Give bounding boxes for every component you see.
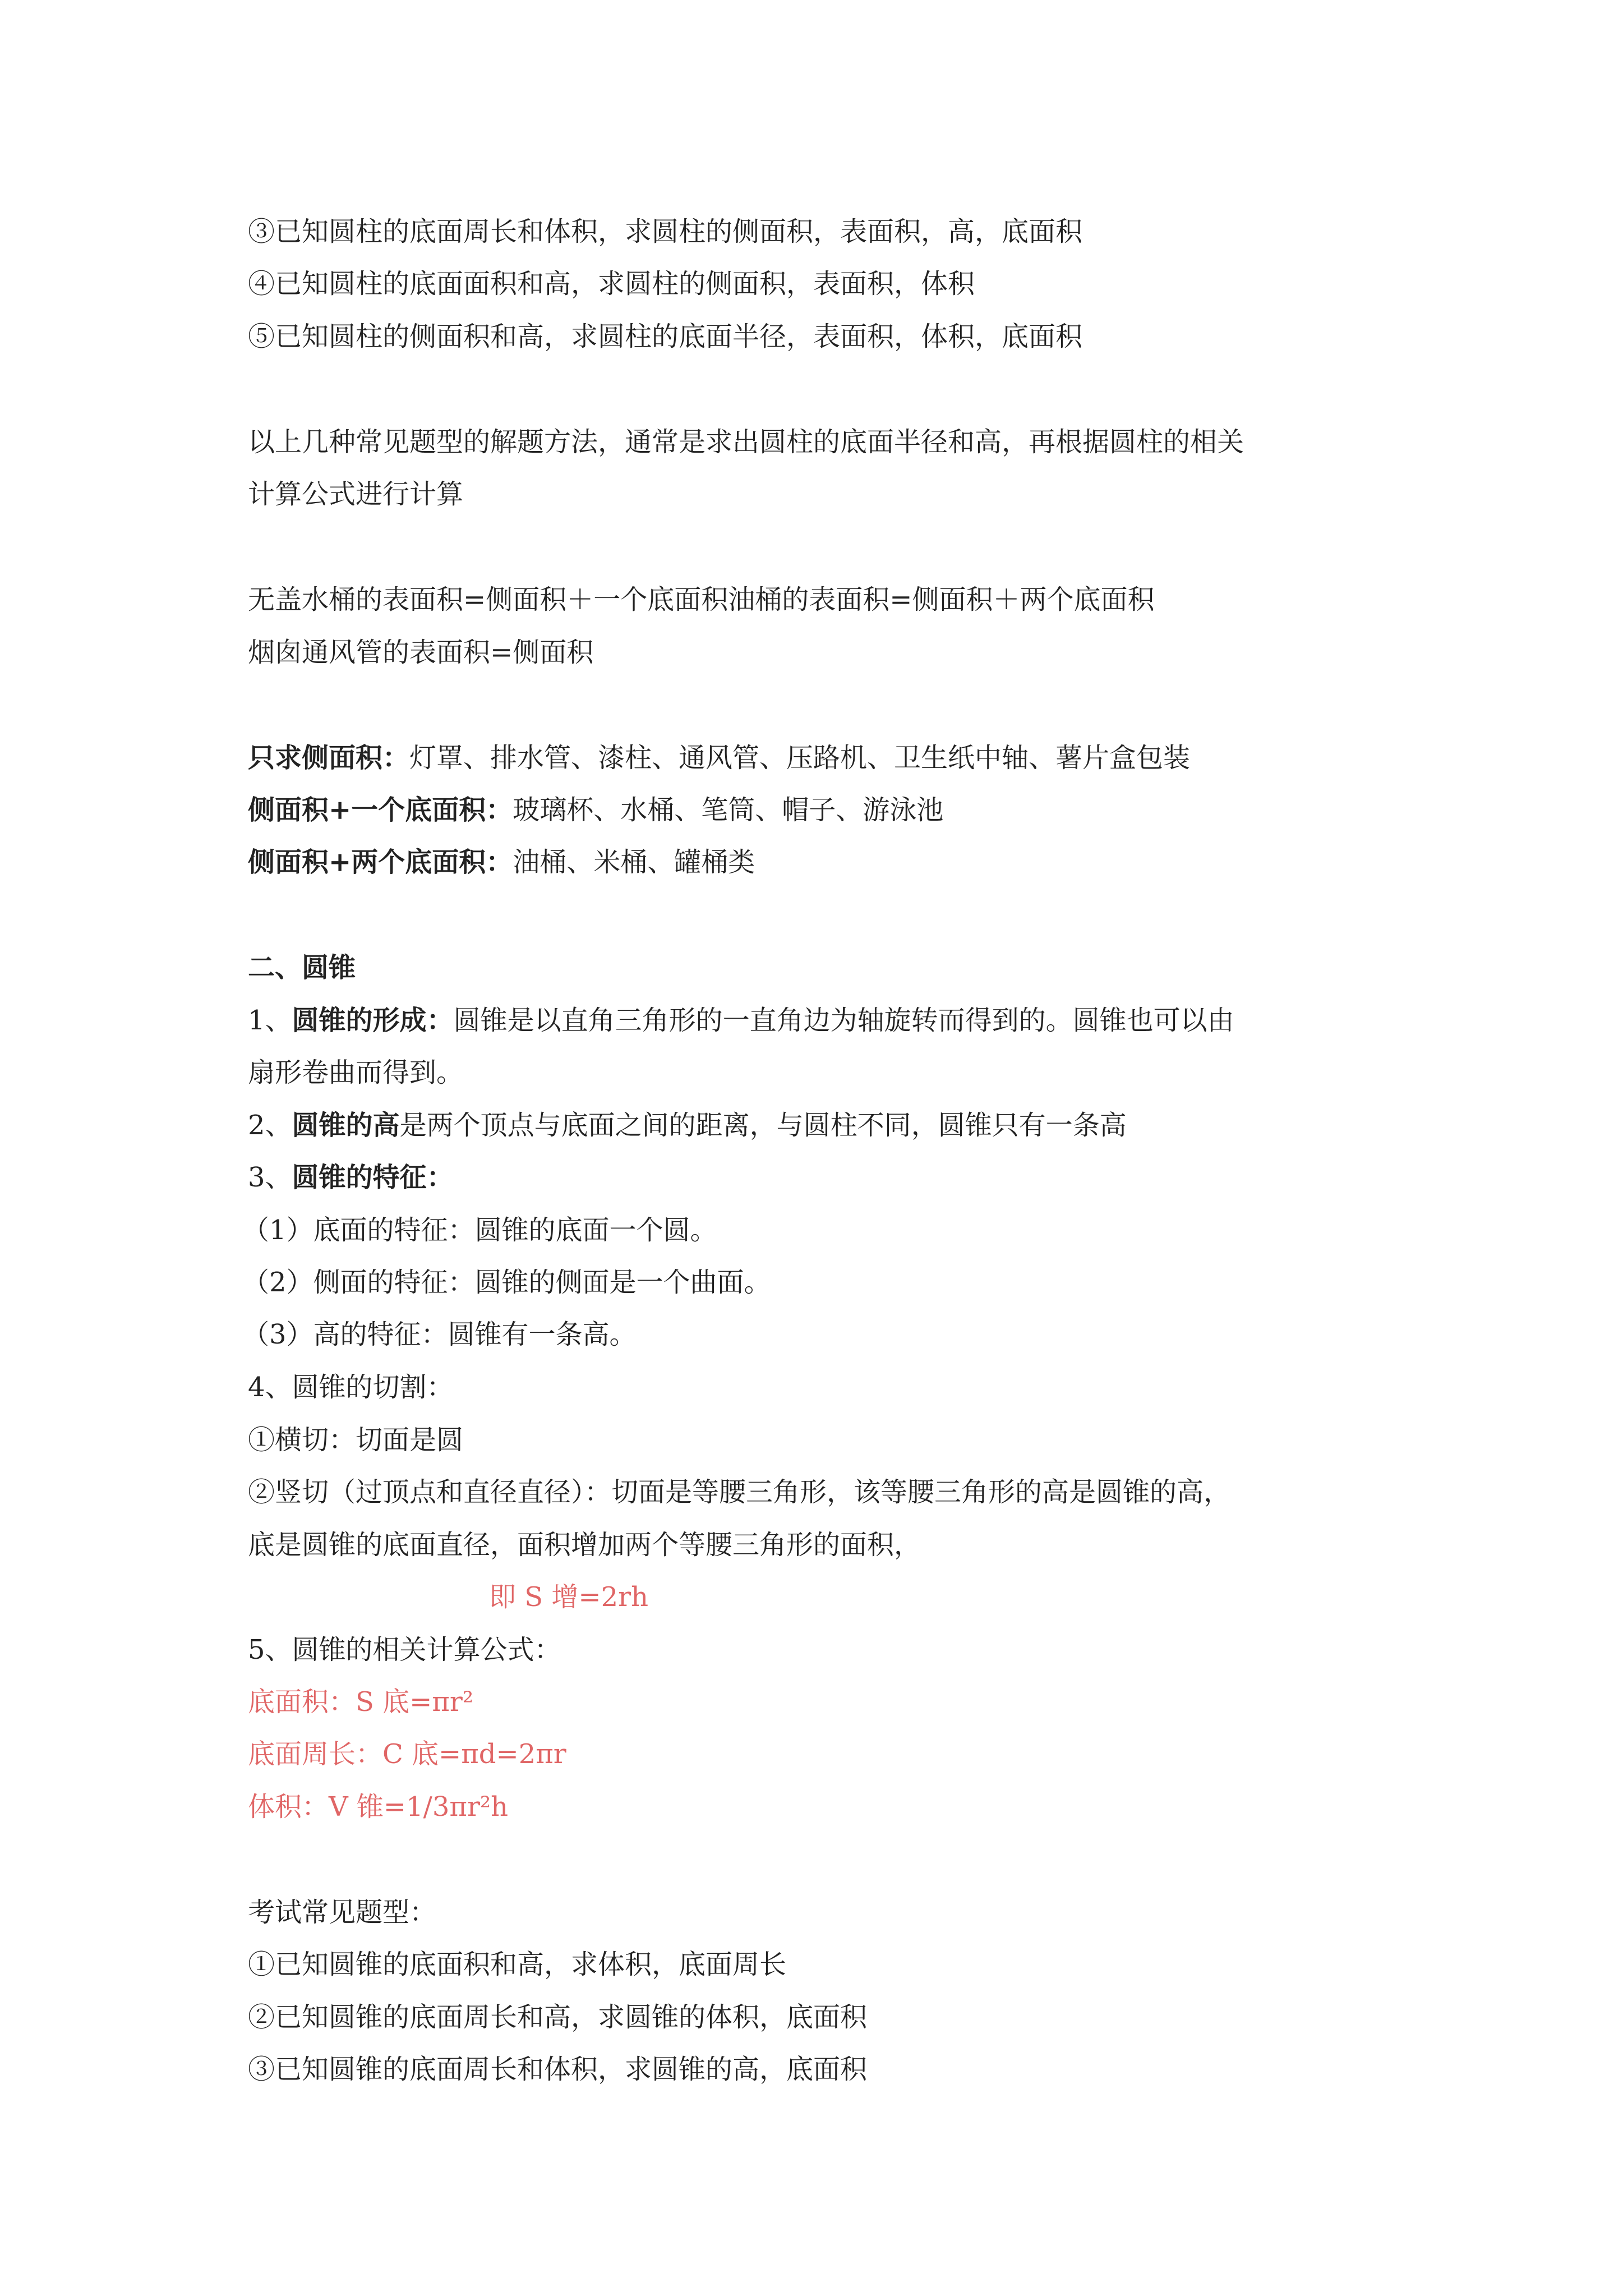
category-items: 灯罩、排水管、漆柱、通风管、压路机、卫生纸中轴、薯片盒包装: [409, 742, 1191, 774]
cone-features-label: 圆锥的特征：: [292, 1162, 454, 1193]
section-heading-cone: 二、圆锥: [248, 952, 356, 983]
cone-feature-lateral: （2）侧面的特征：圆锥的侧面是一个曲面。: [242, 1267, 771, 1298]
cone-height: [248, 1108, 1127, 1142]
cone-formula-base-perimeter: 底面周长：C 底=πd=2πr: [248, 1738, 566, 1770]
cylinder-question-5: ⑤已知圆柱的侧面积和高，求圆柱的底面半径，表面积，体积，底面积: [248, 321, 1083, 352]
exam-question-1: ①已知圆锥的底面积和高，求体积，底面周长: [248, 1949, 787, 1980]
category-lateral-only: [248, 741, 1190, 775]
category-label: 侧面积+两个底面积：: [248, 846, 513, 878]
method-line-1: 以上几种常见题型的解题方法，通常是求出圆柱的底面半径和高，再根据圆柱的相关: [248, 426, 1244, 458]
exam-question-3: ③已知圆锥的底面周长和体积，求圆锥的高，底面积: [248, 2054, 868, 2085]
category-label: 只求侧面积：: [248, 742, 410, 774]
cone-cutting-vertical-1: ②竖切（过顶点和直径直径）：切面是等腰三角形，该等腰三角形的高是圆锥的高，: [248, 1476, 1231, 1508]
item-number: 1、: [248, 1005, 292, 1036]
surface-line-1: 无盖水桶的表面积=侧面积＋一个底面积油桶的表面积=侧面积＋两个底面积: [248, 584, 1155, 615]
category-items: 玻璃杯、水桶、笔筒、帽子、游泳池: [513, 794, 944, 826]
cone-cutting-formula: 即 S 增=2rh: [489, 1581, 649, 1613]
cone-formation-text: 圆锥是以直角三角形的一直角边为轴旋转而得到的。圆锥也可以由: [453, 1005, 1234, 1036]
item-number: 2、: [248, 1110, 292, 1141]
cylinder-question-3: ③已知圆柱的底面周长和体积，求圆柱的侧面积，表面积，高，底面积: [248, 216, 1083, 247]
exam-questions-title: 考试常见题型：: [248, 1897, 437, 1928]
cone-cutting-vertical-2: 底是圆锥的底面直径，面积增加两个等腰三角形的面积，: [248, 1529, 921, 1561]
cone-height-label: 圆锥的高: [292, 1110, 400, 1141]
category-lateral-one-base: [248, 793, 943, 827]
cone-formula-base-area: 底面积：S 底=πr²: [248, 1686, 474, 1718]
cone-feature-height: （3）高的特征：圆锥有一条高。: [242, 1319, 637, 1350]
cone-formula-volume: 体积：V 锥=1/3πr²h: [248, 1791, 509, 1823]
method-line-2: 计算公式进行计算: [248, 478, 464, 510]
category-label: 侧面积+一个底面积：: [248, 794, 513, 826]
cone-formulas-title: 5、圆锥的相关计算公式：: [248, 1634, 561, 1665]
category-lateral-two-bases: [248, 845, 755, 879]
cone-formation-continued: 扇形卷曲而得到。: [248, 1057, 464, 1088]
category-items: 油桶、米桶、罐桶类: [513, 846, 755, 878]
cone-formation-label: 圆锥的形成：: [292, 1005, 454, 1036]
surface-line-2: 烟囱通风管的表面积=侧面积: [248, 637, 594, 668]
cylinder-question-4: ④已知圆柱的底面面积和高，求圆柱的侧面积，表面积，体积: [248, 268, 975, 300]
cone-cutting-title: 4、圆锥的切割：: [248, 1372, 454, 1403]
item-number: 3、: [248, 1162, 292, 1193]
cone-feature-base: （1）底面的特征：圆锥的底面一个圆。: [242, 1214, 717, 1246]
exam-question-2: ②已知圆锥的底面周长和高，求圆锥的体积，底面积: [248, 2001, 868, 2033]
cone-formation: [248, 1004, 1234, 1037]
cone-height-text: 是两个顶点与底面之间的距离，与圆柱不同，圆锥只有一条高: [399, 1110, 1127, 1141]
cone-features-title: [248, 1161, 454, 1194]
cone-cutting-horizontal: ①横切：切面是圆: [248, 1424, 464, 1456]
